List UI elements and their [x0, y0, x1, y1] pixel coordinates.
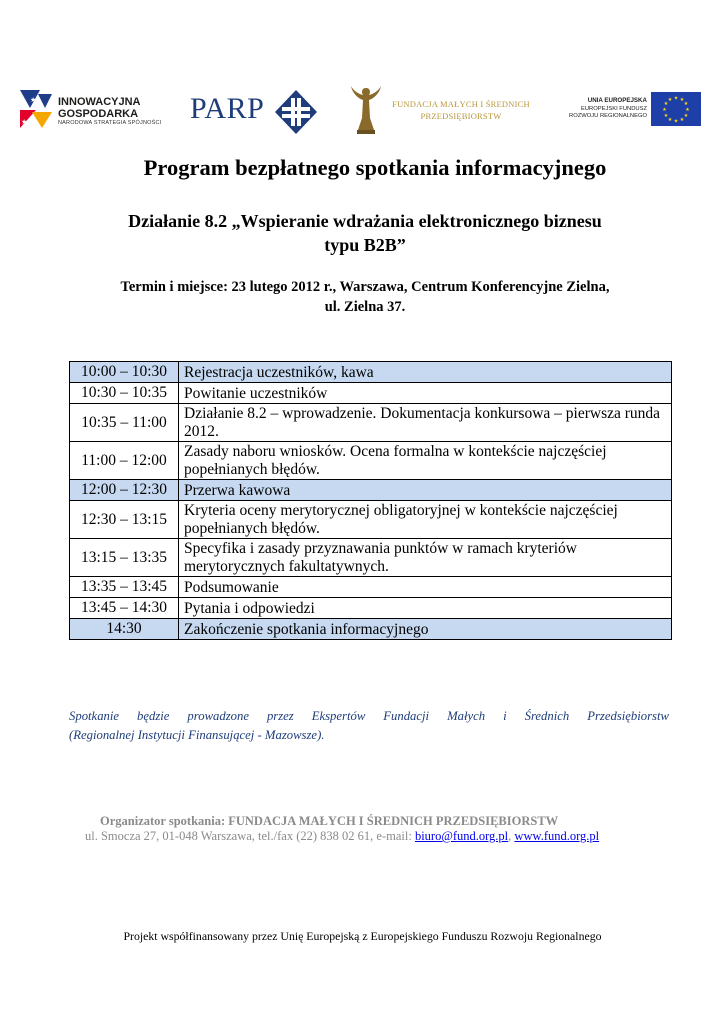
ue-line1: UNIA EUROPEJSKA [587, 97, 647, 104]
svg-text:★: ★ [667, 97, 673, 103]
parp-emblem-icon [273, 88, 319, 136]
svg-text:★: ★ [679, 97, 685, 103]
desc-cell: Przerwa kawowa [179, 480, 672, 501]
time-cell: 10:00 – 10:30 [70, 362, 179, 383]
parp-wordmark: PARP [190, 92, 265, 125]
eu-flag-icon [651, 92, 701, 126]
svg-text:★: ★ [673, 118, 679, 125]
desc-cell: Działanie 8.2 – wprowadzenie. Dokumentacja konkursowa – pierwsza runda 2012. [179, 404, 672, 442]
svg-text:★: ★ [30, 96, 37, 104]
separator-comma: , [508, 829, 515, 843]
parp-logo [190, 88, 320, 136]
termin-line2: ul. Zielna 37. [324, 299, 406, 315]
table-row [70, 442, 672, 480]
table-row [70, 577, 672, 598]
time-cell: 13:45 – 14:30 [70, 598, 179, 619]
strategia-text: NARODOWA STRATEGIA SPÓJNOŚCI [58, 120, 162, 126]
svg-text:★: ★ [673, 95, 679, 102]
desc-cell: Podsumowanie [179, 577, 672, 598]
svg-text:★: ★ [21, 118, 28, 126]
table-row [70, 404, 672, 442]
termin-line1: Termin i miejsce: 23 lutego 2012 r., Warszawa, Centrum Konferencyjne Zielna, [120, 279, 610, 295]
desc-cell: Rejestracja uczestników, kawa [179, 362, 672, 383]
desc-cell: Pytania i odpowiedzi [179, 598, 672, 619]
svg-text:★: ★ [683, 113, 689, 119]
subtitle-line2: typu B2B” [324, 235, 406, 255]
svg-text:★: ★ [663, 101, 669, 107]
svg-text:★: ★ [679, 117, 685, 123]
page-title: Program bezpłatnego spotkania informacyjnego [143, 155, 607, 180]
desc-cell: Specyfika i zasady przyznawania punktów w ramach kryteriów merytorycznych fakultatywnych. [179, 539, 672, 577]
innowacyjna-text: INNOWACYJNA [58, 96, 141, 108]
table-row [70, 362, 672, 383]
time-cell: 12:30 – 13:15 [70, 501, 179, 539]
time-cell: 13:15 – 13:35 [70, 539, 179, 577]
table-row [70, 383, 672, 404]
desc-cell: Kryteria oceny merytorycznej obligatoryjnej w kontekście najczęściej popełnianych błędów. [179, 501, 672, 539]
table-row [70, 539, 672, 577]
svg-text:★: ★ [667, 117, 673, 123]
fundacja-line1: FUNDACJA MAŁYCH I ŚREDNICH [392, 99, 530, 109]
table-row [70, 480, 672, 501]
schedule-table [69, 361, 672, 640]
time-cell: 12:00 – 12:30 [70, 480, 179, 501]
time-cell: 10:30 – 10:35 [70, 383, 179, 404]
action-subtitle [55, 209, 675, 257]
innowacyjna-gospodarka-logo [18, 88, 188, 134]
ue-logo [555, 92, 703, 132]
statuette-icon [348, 82, 384, 138]
table-row [70, 619, 672, 640]
note-line1: Spotkanie będzie prowadzone przez Ekspertów Fundacji Małych i Średnich Przedsiębiorstw [69, 709, 669, 723]
logo-bar [18, 82, 708, 142]
innowacyjna-emblem-icon [18, 88, 54, 130]
table-row [70, 598, 672, 619]
desc-cell: Powitanie uczestników [179, 383, 672, 404]
gospodarka-text: GOSPODARKA [58, 108, 139, 120]
ue-line3: ROZWOJU REGIONALNEGO [569, 113, 647, 119]
website-link[interactable]: www.fund.org.pl [514, 829, 600, 843]
fundacja-line2: PRZEDSIĘBIORSTW [420, 111, 502, 121]
ue-line2: EUROPEJSKI FUNDUSZ [580, 105, 647, 112]
email-link[interactable]: biuro@fund.org.pl [414, 829, 509, 843]
time-cell: 13:35 – 13:45 [70, 577, 179, 598]
table-row [70, 501, 672, 539]
address-text: ul. Smocza 27, 01-048 Warszawa, tel./fax (22) 838 02 61, e-mail: [85, 829, 415, 843]
organizer-line: Organizator spotkania: FUNDACJA MAŁYCH I ŚREDNICH PRZEDSIĘBIORSTW [100, 814, 559, 828]
svg-text:★: ★ [662, 107, 667, 113]
desc-cell: Zasady naboru wniosków. Ocena formalna w kontekście najczęściej popełnianych błędów. [179, 442, 672, 480]
subtitle-line1: Działanie 8.2 „Wspieranie wdrażania elektronicznego biznesu [128, 211, 602, 231]
svg-text:★: ★ [683, 101, 689, 107]
desc-cell: Zakończenie spotkania informacyjnego [179, 619, 672, 640]
note-line2: (Regionalnej Instytucji Finansującej - Mazowsze). [69, 728, 325, 742]
time-cell: 11:00 – 12:00 [70, 442, 179, 480]
date-place [55, 277, 675, 317]
organizer-address [85, 829, 599, 844]
cofinancing-footer: Projekt współfinansowany przez Unię Europejską z Europejskiego Funduszu Rozwoju Regionalnego [123, 929, 602, 943]
fundacja-logo [348, 82, 538, 138]
experts-note [69, 707, 669, 745]
svg-text:★: ★ [663, 113, 669, 119]
time-cell: 10:35 – 11:00 [70, 404, 179, 442]
svg-text:★: ★ [685, 107, 690, 113]
time-cell: 14:30 [70, 619, 179, 640]
